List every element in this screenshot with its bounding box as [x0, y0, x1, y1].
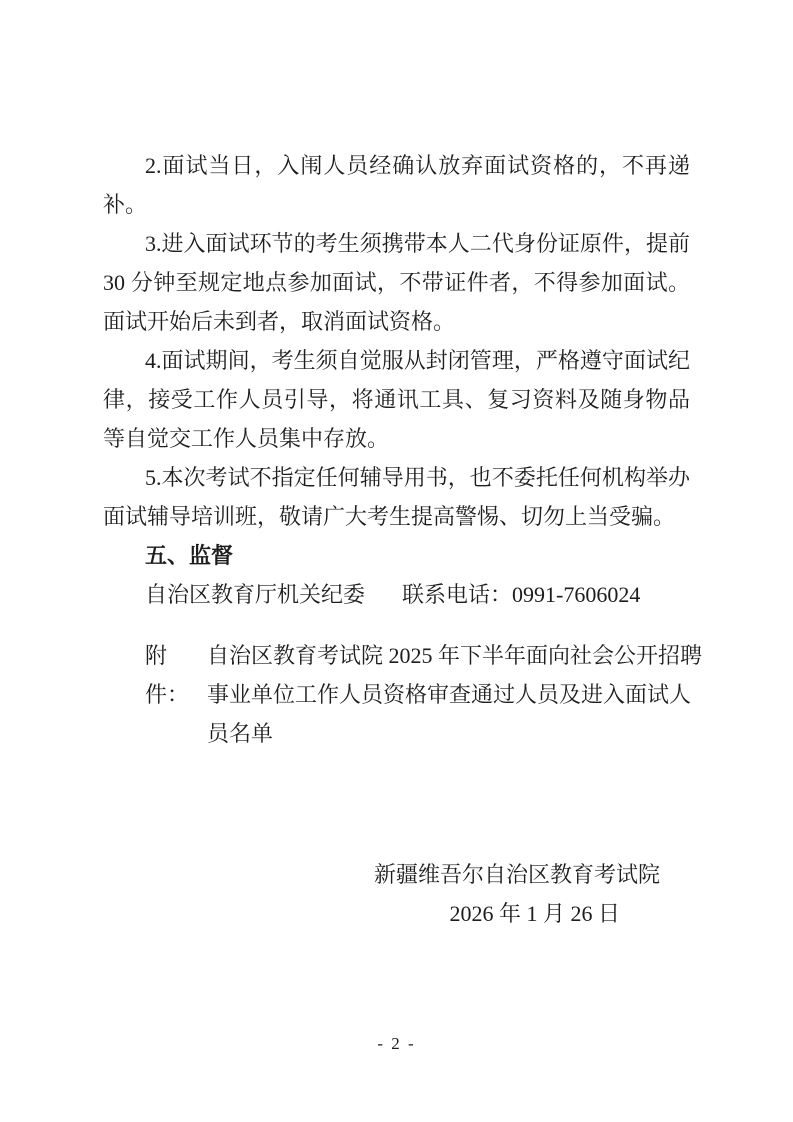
page-number: - 2 - [377, 1034, 416, 1053]
attachment-block [103, 636, 703, 753]
paragraph-4: 4.面试期间，考生须自觉服从封闭管理，严格遵守面试纪律，接受工作人员引导，将通讯工具、复习资料及随身物品等自觉交工作人员集中存放。 [103, 348, 690, 451]
section-heading-supervision: 五、监督 [145, 543, 234, 568]
attachment-line: 员名单 [207, 721, 274, 746]
paragraph-3: 3.进入面试环节的考生须携带本人二代身份证原件，提前 30 分钟至规定地点参加面试，不带证件者，不得参加面试。面试开始后未到者，取消面试资格。 [103, 231, 690, 334]
supervision-contact: 联系电话：0991-7606024 [402, 582, 641, 607]
signature-issuer: 新疆维吾尔自治区教育考试院 [373, 862, 660, 887]
supervision-line [103, 575, 690, 614]
attachment-line: 事业单位工作人员资格审查通过人员及进入面试人 [207, 682, 692, 707]
document-body [103, 146, 703, 933]
paragraph-5: 5.本次考试不指定任何辅导用书，也不委托任何机构举办面试辅导培训班，敬请广大考生提高警惕、切勿上当受骗。 [103, 465, 690, 529]
paragraph-2: 2.面试当日，入闱人员经确认放弃面试资格的，不再递补。 [103, 153, 690, 217]
signature-block [103, 855, 690, 933]
attachment-line: 自治区教育考试院 2025 年下半年面向社会公开招聘 [207, 643, 703, 668]
signature-date: 2026 年 1 月 26 日 [449, 901, 620, 926]
supervision-org: 自治区教育厅机关纪委 [145, 582, 366, 607]
attachment-label: 附件： [145, 643, 190, 707]
attachment-content [207, 636, 702, 753]
